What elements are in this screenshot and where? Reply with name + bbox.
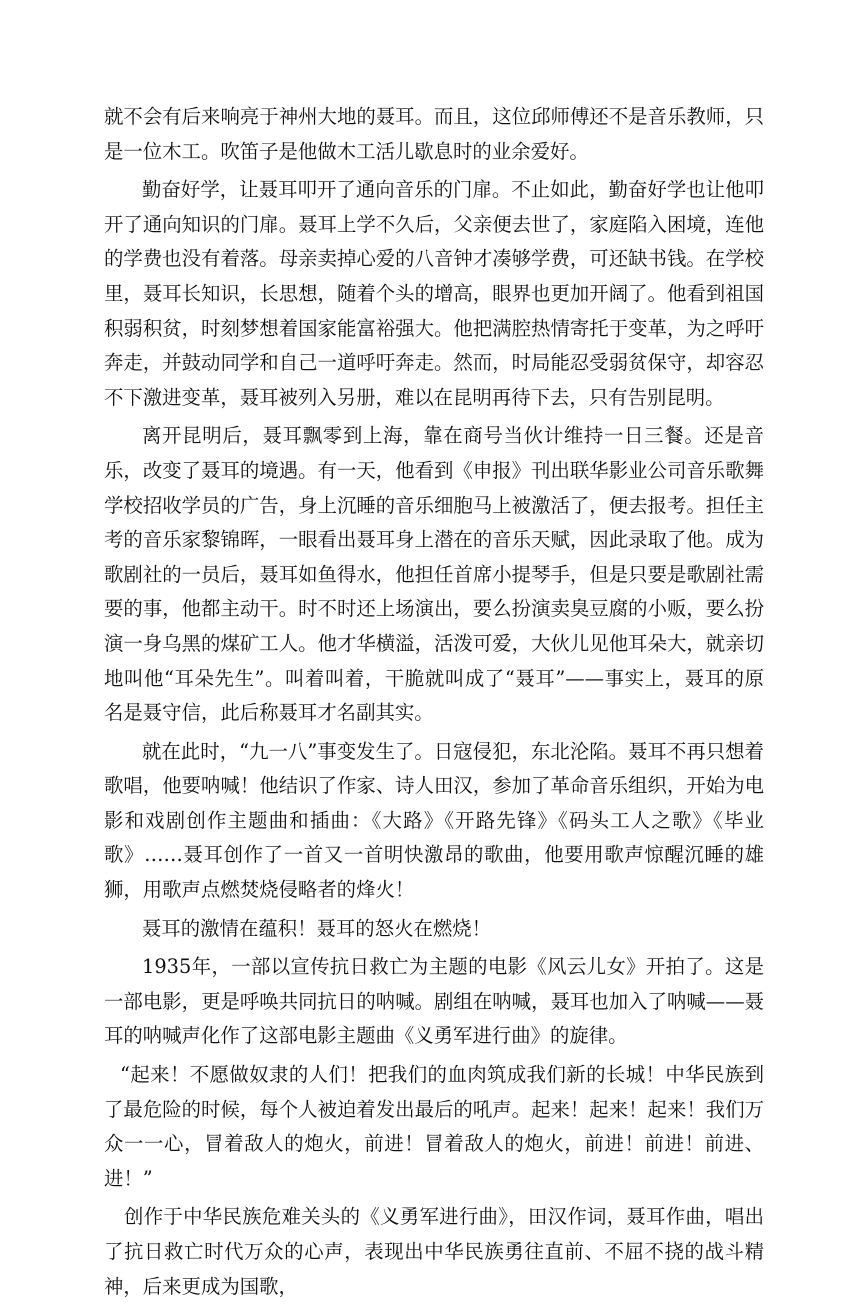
paragraph-1: 就不会有后来响亮于神州大地的聂耳。而且，这位邱师傅还不是音乐教师，只是一位木工。吹笛子是他做木工活儿歇息时的业余爱好。 (104, 105, 764, 163)
document-page (104, 100, 764, 1308)
paragraph-2: 勤奋好学，让聂耳叩开了通向音乐的门扉。不止如此，勤奋好学也让他叩开了通向知识的门扉。聂耳上学不久后，父亲便去世了，家庭陷入困境，连他的学费也没有着落。母亲卖掉心爱的八音钟才凑够学费，可还缺书钱。在学校里，聂耳长知识，长思想，随着个头的增高，眼界也更加开阔了。他看到祖国积弱积贫，时刻梦想着国家能富裕强大。他把满腔热情寄托于变革，为之呼吁奔走，并鼓动同学和自己一道呼吁奔走。然而，时局能忍受弱贫保守，却容忍不下激进变革，聂耳被列入另册，难以在昆明再待下去，只有告别昆明。 (104, 178, 764, 409)
paragraph-8: 创作于中华民族危难关头的《义勇军进行曲》，田汉作词，聂耳作曲，唱出了抗日救亡时代万众的心声，表现出中华民族勇往直前、不屈不挠的战斗精神，后来更成为国歌， (104, 1205, 764, 1298)
paragraph-4: 就在此时，“九一八”事变发生了。日寇侵犯，东北沦陷。聂耳不再只想着歌唱，他要呐喊！他结识了作家、诗人田汉，参加了革命音乐组织，开始为电影和戏剧创作主题曲和插曲：《大路》《开路先锋》《码头工人之歌》《毕业歌》……聂耳创作了一首又一首明快激昂的歌曲，他要用歌声惊醒沉睡的雄狮，用歌声点燃焚烧侵略者的烽火！ (104, 739, 764, 902)
paragraph-6: 1935年，一部以宣传抗日救亡为主题的电影《风云儿女》开拍了。这是一部电影，更是呼唤共同抗日的呐喊。剧组在呐喊，聂耳也加入了呐喊——聂耳的呐喊声化作了这部电影主题曲《义勇军进行曲》的旋律。 (104, 955, 764, 1048)
paragraph-7-quote: “起来！不愿做奴隶的人们！把我们的血肉筑成我们新的长城！中华民族到了最危险的时候，每个人被迫着发出最后的吼声。起来！起来！起来！我们万众一一心，冒着敌人的炮火，前进！冒着敌人的炮火，前进！前进！前进、进！” (104, 1063, 764, 1190)
paragraph-3: 离开昆明后，聂耳飘零到上海，靠在商号当伙计维持一日三餐。还是音乐，改变了聂耳的境遇。有一天，他看到《申报》刊出联华影业公司音乐歌舞学校招收学员的广告，身上沉睡的音乐细胞马上被激活了，便去报考。担任主考的音乐家黎锦晖，一眼看出聂耳身上潜在的音乐天赋，因此录取了他。成为歌剧社的一员后，聂耳如鱼得水，他担任首席小提琴手，但是只要是歌剧社需要的事，他都主动干。时不时还上场演出，要么扮演卖臭豆腐的小贩，要么扮演一身乌黑的煤矿工人。他才华横溢，活泼可爱，大伙儿见他耳朵大，就亲切地叫他“耳朵先生”。叫着叫着，干脆就叫成了“聂耳”——事实上，聂耳的原名是聂守信，此后称聂耳才名副其实。 (104, 424, 764, 725)
paragraph-5: 聂耳的激情在蕴积！聂耳的怒火在燃烧！ (142, 916, 492, 940)
